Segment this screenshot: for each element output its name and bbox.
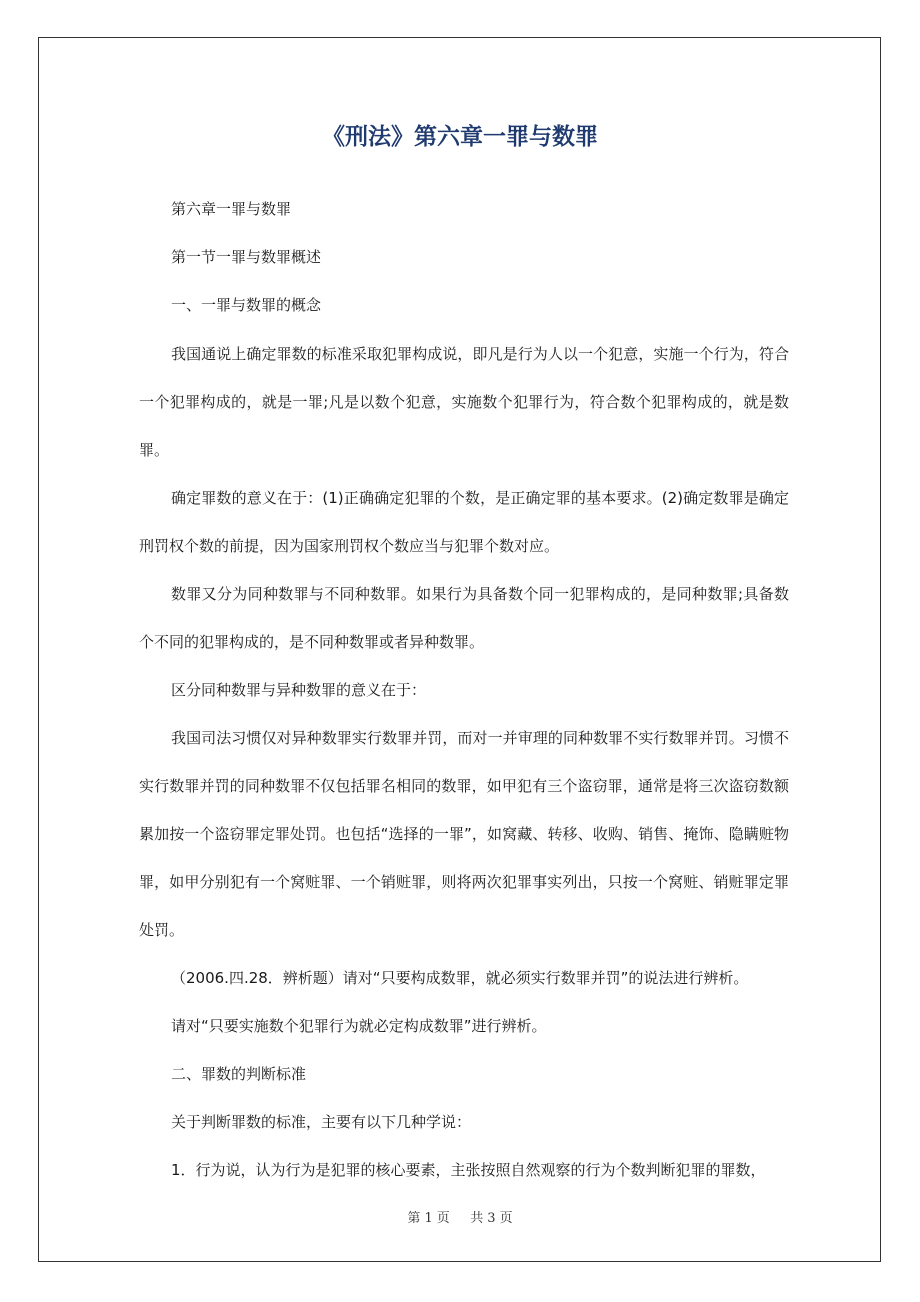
- total-prefix: 共: [470, 1211, 484, 1226]
- paragraph-behavior-theory: 1．行为说，认为行为是犯罪的核心要素，主张按照自然观察的行为个数判断犯罪的罪数，: [171, 1161, 766, 1179]
- total-suffix: 页: [499, 1211, 513, 1226]
- chapter-heading: 第六章一罪与数罪: [171, 200, 292, 218]
- paragraph-exam-question-1: （2006.四.28．辨析题）请对“只要构成数罪，就必须实行数罪并罚”的说法进行辨析。: [171, 969, 749, 987]
- paragraph-distinction: 区分同种数罪与异种数罪的意义在于：: [171, 681, 427, 699]
- page-number: 1: [424, 1211, 433, 1226]
- paragraph-judicial-practice: 我国司法习惯仅对异种数罪实行数罪并罚，而对一并审理的同种数罪不实行数罪并罚。习惯不实行数罪并罚的同种数罪不仅包括罪名相同的数罪，如甲犯有三个盗窃罪，通常是将三次盗窃数额累加按一个盗窃罪定罪处罚。也包括“选择的一罪”，如窝藏、转移、收购、销售、掩饰、隐瞒赃物罪，如甲分别犯有一个窝赃罪、一个销赃罪，则将两次犯罪事实列出，只按一个窝赃、销赃罪定罪处罚。: [139, 729, 789, 939]
- paragraph-classification: 数罪又分为同种数罪与不同种数罪。如果行为具备数个同一犯罪构成的，是同种数罪;具备数个不同的犯罪构成的，是不同种数罪或者异种数罪。: [139, 585, 789, 651]
- paragraph-significance: 确定罪数的意义在于：(1)正确确定犯罪的个数，是正确定罪的基本要求。(2)确定数罪是确定刑罚权个数的前提，因为国家刑罚权个数应当与犯罪个数对应。: [139, 489, 789, 555]
- subsection-heading-2: 二、罪数的判断标准: [171, 1065, 307, 1083]
- page-footer: [0, 1207, 920, 1226]
- paragraph-theories-intro: 关于判断罪数的标准，主要有以下几种学说：: [171, 1113, 472, 1131]
- page-suffix: 页: [436, 1211, 450, 1226]
- total-pages: 3: [487, 1211, 496, 1226]
- paragraph-concept: 我国通说上确定罪数的标准采取犯罪构成说，即凡是行为人以一个犯意，实施一个行为，符合一个犯罪构成的，就是一罪;凡是以数个犯意，实施数个犯罪行为，符合数个犯罪构成的，就是数罪。: [139, 345, 789, 459]
- page-prefix: 第: [407, 1211, 421, 1226]
- document-title: 《刑法》第六章一罪与数罪: [322, 124, 598, 150]
- paragraph-exam-question-2: 请对“只要实施数个犯罪行为就必定构成数罪”进行辨析。: [171, 1017, 547, 1035]
- subsection-heading: 一、一罪与数罪的概念: [171, 296, 322, 314]
- section-heading: 第一节一罪与数罪概述: [171, 248, 322, 266]
